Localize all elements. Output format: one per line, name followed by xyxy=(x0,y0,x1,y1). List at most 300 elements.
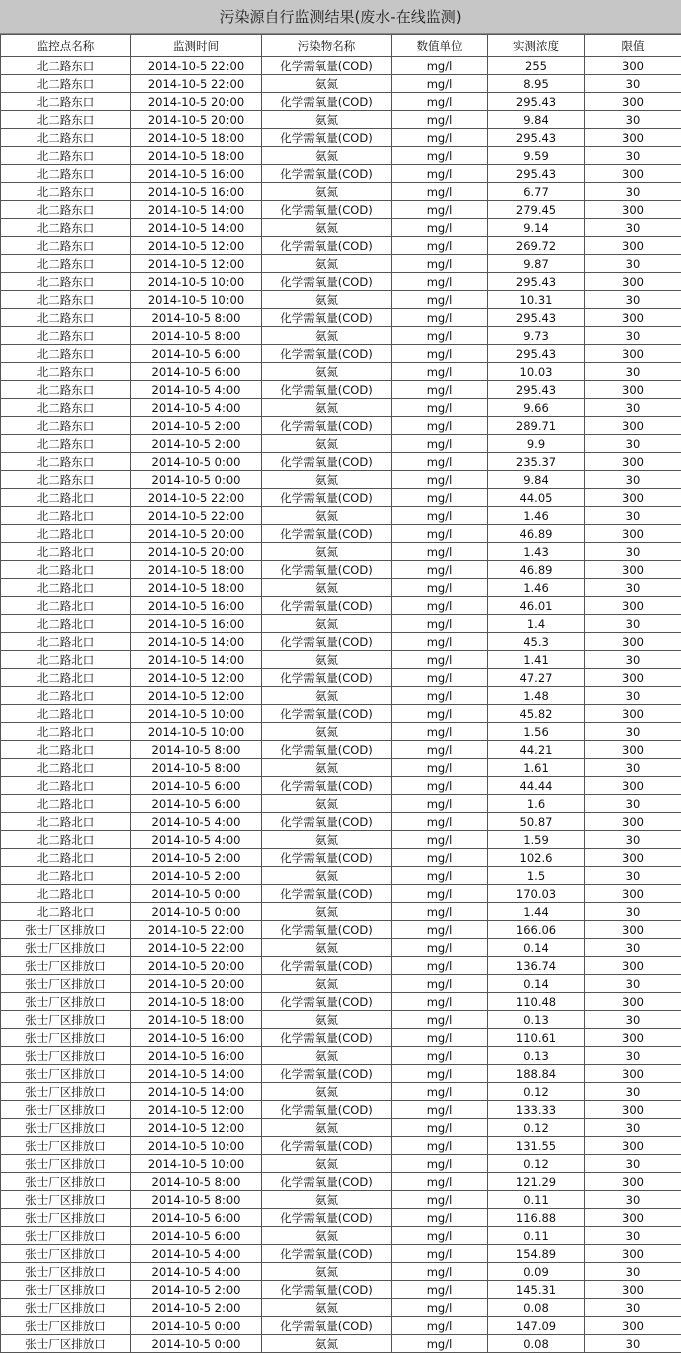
table-row xyxy=(1,597,681,615)
site-cell: 北二路北口 xyxy=(1,795,131,813)
concentration-cell: 46.01 xyxy=(488,597,585,615)
table-row xyxy=(1,453,681,471)
limit-cell: 30 xyxy=(585,471,681,489)
concentration-cell: 1.46 xyxy=(488,507,585,525)
site-cell: 北二路北口 xyxy=(1,777,131,795)
time-cell: 2014-10-5 16:00 xyxy=(131,1029,262,1047)
concentration-cell: 9.84 xyxy=(488,471,585,489)
time-cell: 2014-10-5 0:00 xyxy=(131,471,262,489)
unit-cell: mg/l xyxy=(392,75,488,93)
table-row xyxy=(1,705,681,723)
concentration-cell: 0.12 xyxy=(488,1155,585,1173)
pollutant-cell: 氨氮 xyxy=(262,1227,392,1245)
pollutant-cell: 氨氮 xyxy=(262,759,392,777)
unit-cell: mg/l xyxy=(392,1209,488,1227)
table-row xyxy=(1,723,681,741)
site-cell: 北二路北口 xyxy=(1,489,131,507)
site-cell: 北二路东口 xyxy=(1,201,131,219)
unit-cell: mg/l xyxy=(392,273,488,291)
site-cell: 北二路东口 xyxy=(1,399,131,417)
table-row xyxy=(1,1263,681,1281)
site-cell: 北二路东口 xyxy=(1,291,131,309)
concentration-cell: 0.13 xyxy=(488,1011,585,1029)
table-row xyxy=(1,939,681,957)
time-cell: 2014-10-5 14:00 xyxy=(131,1065,262,1083)
unit-cell: mg/l xyxy=(392,165,488,183)
limit-cell: 300 xyxy=(585,921,681,939)
unit-cell: mg/l xyxy=(392,543,488,561)
site-cell: 北二路东口 xyxy=(1,147,131,165)
time-cell: 2014-10-5 4:00 xyxy=(131,399,262,417)
column-header-concentration: 实测浓度 xyxy=(488,35,585,57)
limit-cell: 30 xyxy=(585,1299,681,1317)
concentration-cell: 1.44 xyxy=(488,903,585,921)
pollutant-cell: 氨氮 xyxy=(262,75,392,93)
unit-cell: mg/l xyxy=(392,687,488,705)
concentration-cell: 0.13 xyxy=(488,1047,585,1065)
pollutant-cell: 化学需氧量(COD) xyxy=(262,1137,392,1155)
time-cell: 2014-10-5 16:00 xyxy=(131,615,262,633)
time-cell: 2014-10-5 8:00 xyxy=(131,741,262,759)
limit-cell: 300 xyxy=(585,345,681,363)
concentration-cell: 0.08 xyxy=(488,1335,585,1353)
unit-cell: mg/l xyxy=(392,57,488,75)
pollutant-cell: 氨氮 xyxy=(262,795,392,813)
unit-cell: mg/l xyxy=(392,1173,488,1191)
site-cell: 张士厂区排放口 xyxy=(1,1047,131,1065)
concentration-cell: 295.43 xyxy=(488,129,585,147)
limit-cell: 30 xyxy=(585,759,681,777)
concentration-cell: 133.33 xyxy=(488,1101,585,1119)
pollutant-cell: 氨氮 xyxy=(262,1047,392,1065)
table-row xyxy=(1,147,681,165)
pollutant-cell: 氨氮 xyxy=(262,1263,392,1281)
table-row xyxy=(1,1083,681,1101)
table-row xyxy=(1,651,681,669)
unit-cell: mg/l xyxy=(392,1317,488,1335)
time-cell: 2014-10-5 0:00 xyxy=(131,1335,262,1353)
limit-cell: 300 xyxy=(585,1209,681,1227)
unit-cell: mg/l xyxy=(392,777,488,795)
concentration-cell: 9.14 xyxy=(488,219,585,237)
site-cell: 北二路东口 xyxy=(1,345,131,363)
unit-cell: mg/l xyxy=(392,507,488,525)
limit-cell: 30 xyxy=(585,1119,681,1137)
site-cell: 张士厂区排放口 xyxy=(1,975,131,993)
unit-cell: mg/l xyxy=(392,741,488,759)
limit-cell: 30 xyxy=(585,1335,681,1353)
concentration-cell: 0.14 xyxy=(488,939,585,957)
limit-cell: 300 xyxy=(585,597,681,615)
unit-cell: mg/l xyxy=(392,309,488,327)
site-cell: 北二路东口 xyxy=(1,471,131,489)
time-cell: 2014-10-5 18:00 xyxy=(131,1011,262,1029)
pollutant-cell: 氨氮 xyxy=(262,939,392,957)
pollutant-cell: 氨氮 xyxy=(262,579,392,597)
monitoring-table xyxy=(0,34,681,1353)
concentration-cell: 50.87 xyxy=(488,813,585,831)
limit-cell: 30 xyxy=(585,831,681,849)
limit-cell: 300 xyxy=(585,1281,681,1299)
concentration-cell: 1.6 xyxy=(488,795,585,813)
site-cell: 北二路东口 xyxy=(1,93,131,111)
site-cell: 北二路北口 xyxy=(1,615,131,633)
pollutant-cell: 氨氮 xyxy=(262,831,392,849)
table-row xyxy=(1,903,681,921)
concentration-cell: 1.5 xyxy=(488,867,585,885)
limit-cell: 300 xyxy=(585,453,681,471)
limit-cell: 30 xyxy=(585,147,681,165)
site-cell: 北二路北口 xyxy=(1,687,131,705)
site-cell: 张士厂区排放口 xyxy=(1,1263,131,1281)
table-row xyxy=(1,1191,681,1209)
pollutant-cell: 氨氮 xyxy=(262,471,392,489)
unit-cell: mg/l xyxy=(392,1083,488,1101)
unit-cell: mg/l xyxy=(392,1281,488,1299)
page-title: 污染源自行监测结果(废水-在线监测) xyxy=(0,0,681,34)
concentration-cell: 295.43 xyxy=(488,309,585,327)
site-cell: 张士厂区排放口 xyxy=(1,1065,131,1083)
table-row xyxy=(1,1065,681,1083)
pollutant-cell: 化学需氧量(COD) xyxy=(262,813,392,831)
site-cell: 张士厂区排放口 xyxy=(1,1191,131,1209)
table-row xyxy=(1,507,681,525)
site-cell: 北二路东口 xyxy=(1,255,131,273)
pollutant-cell: 化学需氧量(COD) xyxy=(262,1281,392,1299)
site-cell: 张士厂区排放口 xyxy=(1,1281,131,1299)
time-cell: 2014-10-5 6:00 xyxy=(131,1227,262,1245)
table-row xyxy=(1,1101,681,1119)
pollutant-cell: 氨氮 xyxy=(262,723,392,741)
site-cell: 北二路东口 xyxy=(1,417,131,435)
unit-cell: mg/l xyxy=(392,291,488,309)
site-cell: 北二路东口 xyxy=(1,363,131,381)
site-cell: 北二路北口 xyxy=(1,831,131,849)
unit-cell: mg/l xyxy=(392,633,488,651)
table-row xyxy=(1,579,681,597)
unit-cell: mg/l xyxy=(392,867,488,885)
limit-cell: 300 xyxy=(585,1245,681,1263)
site-cell: 张士厂区排放口 xyxy=(1,957,131,975)
unit-cell: mg/l xyxy=(392,183,488,201)
site-cell: 张士厂区排放口 xyxy=(1,1101,131,1119)
site-cell: 北二路北口 xyxy=(1,759,131,777)
table-row xyxy=(1,957,681,975)
limit-cell: 300 xyxy=(585,1137,681,1155)
unit-cell: mg/l xyxy=(392,525,488,543)
table-row xyxy=(1,759,681,777)
concentration-cell: 1.48 xyxy=(488,687,585,705)
column-header-pollutant: 污染物名称 xyxy=(262,35,392,57)
time-cell: 2014-10-5 10:00 xyxy=(131,705,262,723)
concentration-cell: 9.9 xyxy=(488,435,585,453)
unit-cell: mg/l xyxy=(392,255,488,273)
pollutant-cell: 化学需氧量(COD) xyxy=(262,1101,392,1119)
time-cell: 2014-10-5 18:00 xyxy=(131,147,262,165)
unit-cell: mg/l xyxy=(392,471,488,489)
pollutant-cell: 氨氮 xyxy=(262,219,392,237)
pollutant-cell: 氨氮 xyxy=(262,867,392,885)
unit-cell: mg/l xyxy=(392,147,488,165)
table-row xyxy=(1,93,681,111)
unit-cell: mg/l xyxy=(392,1245,488,1263)
limit-cell: 30 xyxy=(585,615,681,633)
site-cell: 张士厂区排放口 xyxy=(1,993,131,1011)
time-cell: 2014-10-5 18:00 xyxy=(131,129,262,147)
unit-cell: mg/l xyxy=(392,1119,488,1137)
table-row xyxy=(1,111,681,129)
pollutant-cell: 化学需氧量(COD) xyxy=(262,57,392,75)
site-cell: 北二路东口 xyxy=(1,165,131,183)
pollutant-cell: 化学需氧量(COD) xyxy=(262,561,392,579)
concentration-cell: 1.41 xyxy=(488,651,585,669)
unit-cell: mg/l xyxy=(392,921,488,939)
time-cell: 2014-10-5 2:00 xyxy=(131,417,262,435)
site-cell: 张士厂区排放口 xyxy=(1,1011,131,1029)
unit-cell: mg/l xyxy=(392,417,488,435)
table-row xyxy=(1,633,681,651)
pollutant-cell: 氨氮 xyxy=(262,111,392,129)
limit-cell: 300 xyxy=(585,993,681,1011)
unit-cell: mg/l xyxy=(392,561,488,579)
pollutant-cell: 化学需氧量(COD) xyxy=(262,921,392,939)
unit-cell: mg/l xyxy=(392,1011,488,1029)
concentration-cell: 44.44 xyxy=(488,777,585,795)
table-row xyxy=(1,237,681,255)
pollutant-cell: 氨氮 xyxy=(262,507,392,525)
concentration-cell: 116.88 xyxy=(488,1209,585,1227)
pollutant-cell: 化学需氧量(COD) xyxy=(262,489,392,507)
pollutant-cell: 化学需氧量(COD) xyxy=(262,345,392,363)
limit-cell: 300 xyxy=(585,669,681,687)
pollutant-cell: 氨氮 xyxy=(262,1011,392,1029)
concentration-cell: 110.48 xyxy=(488,993,585,1011)
limit-cell: 30 xyxy=(585,111,681,129)
pollutant-cell: 化学需氧量(COD) xyxy=(262,741,392,759)
concentration-cell: 0.08 xyxy=(488,1299,585,1317)
pollutant-cell: 氨氮 xyxy=(262,363,392,381)
unit-cell: mg/l xyxy=(392,327,488,345)
limit-cell: 30 xyxy=(585,507,681,525)
limit-cell: 30 xyxy=(585,1191,681,1209)
unit-cell: mg/l xyxy=(392,669,488,687)
limit-cell: 300 xyxy=(585,777,681,795)
limit-cell: 30 xyxy=(585,903,681,921)
pollutant-cell: 氨氮 xyxy=(262,435,392,453)
time-cell: 2014-10-5 2:00 xyxy=(131,849,262,867)
unit-cell: mg/l xyxy=(392,651,488,669)
time-cell: 2014-10-5 14:00 xyxy=(131,633,262,651)
site-cell: 北二路北口 xyxy=(1,561,131,579)
pollutant-cell: 氨氮 xyxy=(262,399,392,417)
limit-cell: 30 xyxy=(585,75,681,93)
concentration-cell: 0.11 xyxy=(488,1227,585,1245)
site-cell: 北二路北口 xyxy=(1,543,131,561)
limit-cell: 300 xyxy=(585,705,681,723)
limit-cell: 30 xyxy=(585,579,681,597)
site-cell: 北二路北口 xyxy=(1,507,131,525)
site-cell: 北二路东口 xyxy=(1,219,131,237)
unit-cell: mg/l xyxy=(392,1101,488,1119)
table-row xyxy=(1,291,681,309)
table-body xyxy=(1,57,681,1353)
limit-cell: 300 xyxy=(585,813,681,831)
table-row xyxy=(1,1335,681,1353)
pollutant-cell: 化学需氧量(COD) xyxy=(262,777,392,795)
concentration-cell: 9.59 xyxy=(488,147,585,165)
limit-cell: 300 xyxy=(585,489,681,507)
table-row xyxy=(1,489,681,507)
site-cell: 北二路东口 xyxy=(1,327,131,345)
table-row xyxy=(1,219,681,237)
limit-cell: 300 xyxy=(585,741,681,759)
pollutant-cell: 氨氮 xyxy=(262,291,392,309)
concentration-cell: 44.05 xyxy=(488,489,585,507)
unit-cell: mg/l xyxy=(392,813,488,831)
table-row xyxy=(1,1299,681,1317)
time-cell: 2014-10-5 0:00 xyxy=(131,885,262,903)
unit-cell: mg/l xyxy=(392,1047,488,1065)
concentration-cell: 154.89 xyxy=(488,1245,585,1263)
concentration-cell: 295.43 xyxy=(488,165,585,183)
unit-cell: mg/l xyxy=(392,885,488,903)
limit-cell: 30 xyxy=(585,183,681,201)
site-cell: 北二路东口 xyxy=(1,129,131,147)
pollutant-cell: 氨氮 xyxy=(262,1191,392,1209)
table-row xyxy=(1,885,681,903)
limit-cell: 30 xyxy=(585,219,681,237)
pollutant-cell: 氨氮 xyxy=(262,183,392,201)
site-cell: 北二路东口 xyxy=(1,273,131,291)
table-row xyxy=(1,993,681,1011)
limit-cell: 300 xyxy=(585,849,681,867)
unit-cell: mg/l xyxy=(392,1263,488,1281)
site-cell: 北二路北口 xyxy=(1,669,131,687)
time-cell: 2014-10-5 12:00 xyxy=(131,255,262,273)
unit-cell: mg/l xyxy=(392,597,488,615)
limit-cell: 30 xyxy=(585,1227,681,1245)
pollutant-cell: 氨氮 xyxy=(262,1299,392,1317)
limit-cell: 30 xyxy=(585,723,681,741)
limit-cell: 30 xyxy=(585,1047,681,1065)
time-cell: 2014-10-5 8:00 xyxy=(131,327,262,345)
site-cell: 张士厂区排放口 xyxy=(1,1299,131,1317)
limit-cell: 30 xyxy=(585,867,681,885)
concentration-cell: 10.03 xyxy=(488,363,585,381)
time-cell: 2014-10-5 0:00 xyxy=(131,453,262,471)
pollutant-cell: 化学需氧量(COD) xyxy=(262,669,392,687)
pollutant-cell: 氨氮 xyxy=(262,543,392,561)
limit-cell: 300 xyxy=(585,417,681,435)
table-row xyxy=(1,849,681,867)
time-cell: 2014-10-5 14:00 xyxy=(131,201,262,219)
limit-cell: 300 xyxy=(585,885,681,903)
unit-cell: mg/l xyxy=(392,1137,488,1155)
limit-cell: 300 xyxy=(585,1029,681,1047)
limit-cell: 300 xyxy=(585,561,681,579)
concentration-cell: 1.4 xyxy=(488,615,585,633)
site-cell: 北二路东口 xyxy=(1,309,131,327)
pollutant-cell: 化学需氧量(COD) xyxy=(262,1029,392,1047)
table-row xyxy=(1,183,681,201)
limit-cell: 300 xyxy=(585,237,681,255)
table-row xyxy=(1,1227,681,1245)
pollutant-cell: 化学需氧量(COD) xyxy=(262,453,392,471)
table-row xyxy=(1,1317,681,1335)
unit-cell: mg/l xyxy=(392,201,488,219)
concentration-cell: 47.27 xyxy=(488,669,585,687)
site-cell: 张士厂区排放口 xyxy=(1,1173,131,1191)
table-row xyxy=(1,417,681,435)
unit-cell: mg/l xyxy=(392,1191,488,1209)
time-cell: 2014-10-5 6:00 xyxy=(131,777,262,795)
table-row xyxy=(1,1137,681,1155)
time-cell: 2014-10-5 10:00 xyxy=(131,1155,262,1173)
time-cell: 2014-10-5 20:00 xyxy=(131,543,262,561)
limit-cell: 300 xyxy=(585,165,681,183)
table-row xyxy=(1,1155,681,1173)
limit-cell: 30 xyxy=(585,1083,681,1101)
time-cell: 2014-10-5 12:00 xyxy=(131,1101,262,1119)
table-row xyxy=(1,1119,681,1137)
table-row xyxy=(1,255,681,273)
table-header-row xyxy=(1,35,681,57)
concentration-cell: 295.43 xyxy=(488,93,585,111)
table-row xyxy=(1,741,681,759)
limit-cell: 300 xyxy=(585,57,681,75)
table-row xyxy=(1,75,681,93)
pollutant-cell: 化学需氧量(COD) xyxy=(262,885,392,903)
table-row xyxy=(1,687,681,705)
site-cell: 张士厂区排放口 xyxy=(1,1209,131,1227)
concentration-cell: 166.06 xyxy=(488,921,585,939)
pollutant-cell: 化学需氧量(COD) xyxy=(262,93,392,111)
table-row xyxy=(1,309,681,327)
time-cell: 2014-10-5 16:00 xyxy=(131,165,262,183)
concentration-cell: 131.55 xyxy=(488,1137,585,1155)
table-row xyxy=(1,1245,681,1263)
concentration-cell: 9.84 xyxy=(488,111,585,129)
table-row xyxy=(1,129,681,147)
column-header-site: 监控点名称 xyxy=(1,35,131,57)
limit-cell: 300 xyxy=(585,309,681,327)
site-cell: 张士厂区排放口 xyxy=(1,1245,131,1263)
time-cell: 2014-10-5 12:00 xyxy=(131,687,262,705)
pollutant-cell: 化学需氧量(COD) xyxy=(262,705,392,723)
pollutant-cell: 化学需氧量(COD) xyxy=(262,1209,392,1227)
site-cell: 张士厂区排放口 xyxy=(1,1155,131,1173)
pollutant-cell: 化学需氧量(COD) xyxy=(262,993,392,1011)
time-cell: 2014-10-5 22:00 xyxy=(131,75,262,93)
site-cell: 北二路北口 xyxy=(1,633,131,651)
limit-cell: 300 xyxy=(585,129,681,147)
limit-cell: 30 xyxy=(585,327,681,345)
pollutant-cell: 化学需氧量(COD) xyxy=(262,381,392,399)
time-cell: 2014-10-5 2:00 xyxy=(131,1299,262,1317)
pollutant-cell: 化学需氧量(COD) xyxy=(262,1173,392,1191)
time-cell: 2014-10-5 10:00 xyxy=(131,273,262,291)
site-cell: 北二路北口 xyxy=(1,597,131,615)
concentration-cell: 188.84 xyxy=(488,1065,585,1083)
unit-cell: mg/l xyxy=(392,381,488,399)
pollutant-cell: 化学需氧量(COD) xyxy=(262,165,392,183)
time-cell: 2014-10-5 0:00 xyxy=(131,903,262,921)
time-cell: 2014-10-5 20:00 xyxy=(131,525,262,543)
time-cell: 2014-10-5 6:00 xyxy=(131,363,262,381)
time-cell: 2014-10-5 10:00 xyxy=(131,1137,262,1155)
concentration-cell: 45.3 xyxy=(488,633,585,651)
time-cell: 2014-10-5 12:00 xyxy=(131,1119,262,1137)
